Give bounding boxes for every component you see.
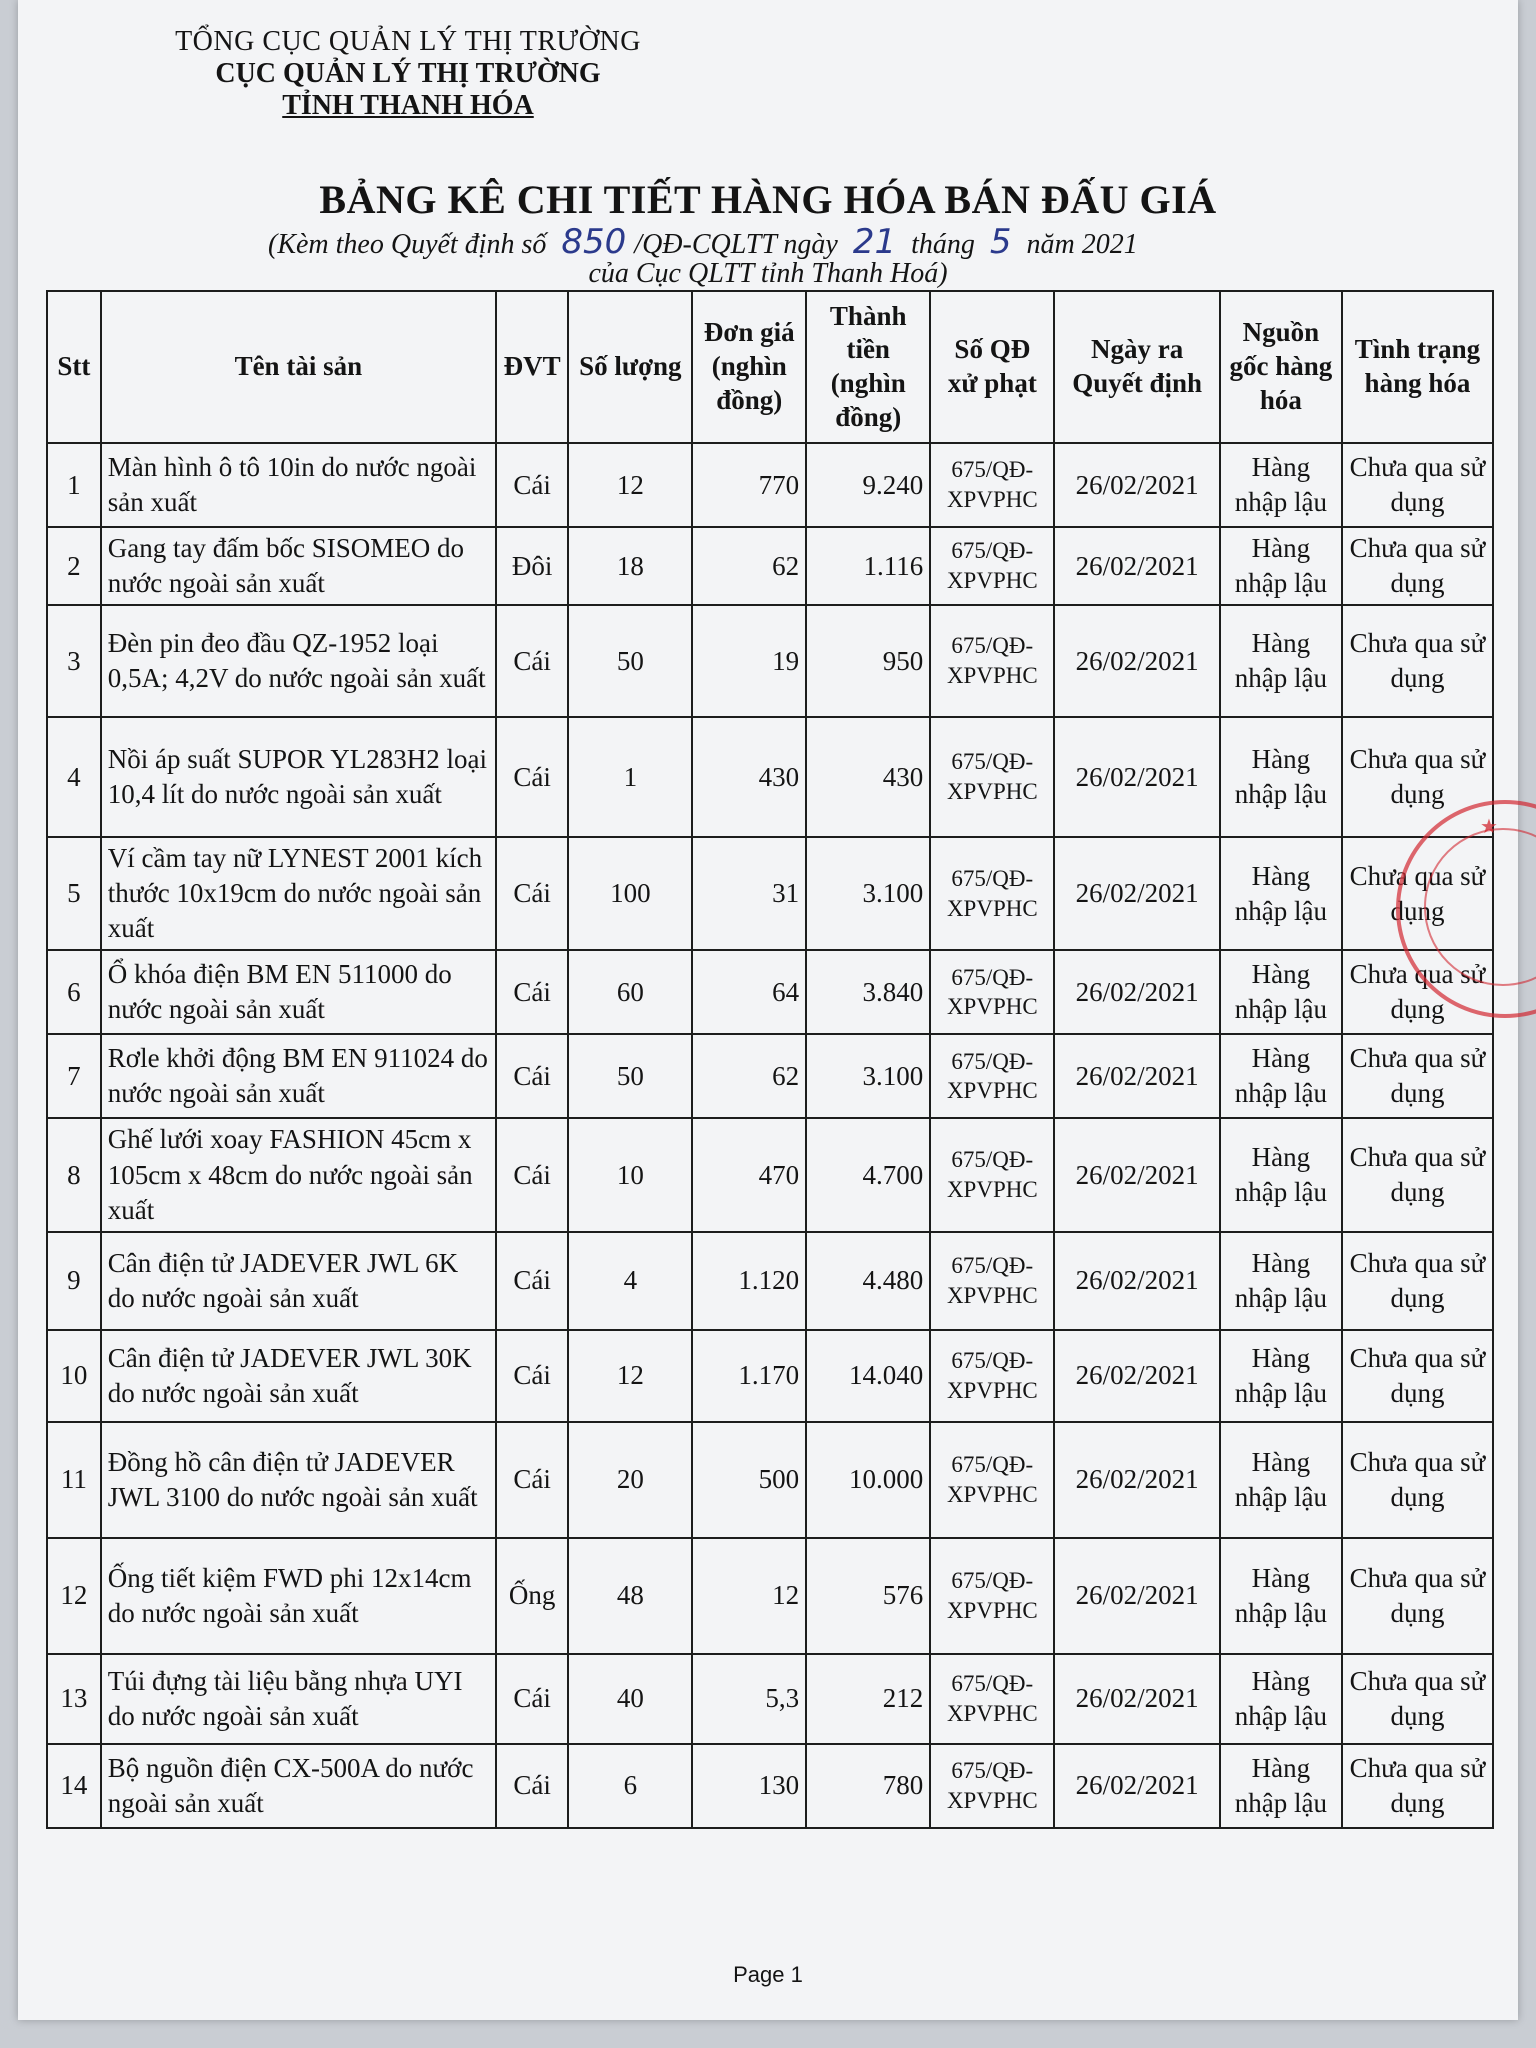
row-number-cell: 14 bbox=[47, 1744, 101, 1828]
quantity-cell: 50 bbox=[568, 1034, 692, 1118]
item-name-cell: Ống tiết kiệm FWD phi 12x14cm do nước ngoài sản xuất bbox=[101, 1538, 496, 1654]
goods-origin-cell: Hàng nhập lậu bbox=[1220, 1034, 1342, 1118]
unit-price-cell: 1.170 bbox=[692, 1330, 806, 1422]
total-amount-cell: 10.000 bbox=[806, 1422, 930, 1538]
total-amount-cell: 950 bbox=[806, 605, 930, 717]
goods-origin-cell: Hàng nhập lậu bbox=[1220, 717, 1342, 837]
table-row bbox=[47, 717, 1493, 837]
goods-status-cell: Chưa qua sử dụng bbox=[1342, 1422, 1493, 1538]
penalty-decision-number-cell: 675/QĐ-XPVPHC bbox=[930, 527, 1054, 605]
decision-date-cell: 26/02/2021 bbox=[1054, 1654, 1219, 1744]
agency-line-2: CỤC QUẢN LÝ THỊ TRƯỜNG bbox=[215, 58, 601, 89]
goods-origin-cell: Hàng nhập lậu bbox=[1220, 1744, 1342, 1828]
total-amount-cell: 212 bbox=[806, 1654, 930, 1744]
quantity-cell: 40 bbox=[568, 1654, 692, 1744]
goods-origin-cell: Hàng nhập lậu bbox=[1220, 1118, 1342, 1231]
item-name-cell: Bộ nguồn điện CX-500A do nước ngoài sản xuất bbox=[101, 1744, 496, 1828]
decision-date-cell: 26/02/2021 bbox=[1054, 605, 1219, 717]
handwritten-decision-number: 850 bbox=[561, 222, 627, 262]
item-name-cell: Rơle khởi động BM EN 911024 do nước ngoài sản xuất bbox=[101, 1034, 496, 1118]
goods-status-cell: Chưa qua sử dụng bbox=[1342, 950, 1493, 1034]
penalty-decision-number-cell: 675/QĐ-XPVPHC bbox=[930, 1654, 1054, 1744]
header-price: Đơn giá (nghìn đồng) bbox=[692, 291, 806, 443]
table-row bbox=[47, 1654, 1493, 1744]
unit-cell: Cái bbox=[496, 837, 568, 950]
quantity-cell: 60 bbox=[568, 950, 692, 1034]
total-amount-cell: 1.116 bbox=[806, 527, 930, 605]
row-number-cell: 5 bbox=[47, 837, 101, 950]
total-amount-cell: 14.040 bbox=[806, 1330, 930, 1422]
penalty-decision-number-cell: 675/QĐ-XPVPHC bbox=[930, 1422, 1054, 1538]
total-amount-cell: 4.480 bbox=[806, 1232, 930, 1330]
total-amount-cell: 780 bbox=[806, 1744, 930, 1828]
goods-status-cell: Chưa qua sử dụng bbox=[1342, 1034, 1493, 1118]
unit-price-cell: 500 bbox=[692, 1422, 806, 1538]
decision-date-cell: 26/02/2021 bbox=[1054, 717, 1219, 837]
total-amount-cell: 3.100 bbox=[806, 1034, 930, 1118]
table-row bbox=[47, 1034, 1493, 1118]
quantity-cell: 12 bbox=[568, 1330, 692, 1422]
header-stt: Stt bbox=[47, 291, 101, 443]
table-row bbox=[47, 1330, 1493, 1422]
goods-origin-cell: Hàng nhập lậu bbox=[1220, 1422, 1342, 1538]
table-row bbox=[47, 1538, 1493, 1654]
item-name-cell: Ví cầm tay nữ LYNEST 2001 kích thước 10x19cm do nước ngoài sản xuất bbox=[101, 837, 496, 950]
unit-cell: Cái bbox=[496, 1232, 568, 1330]
table-body bbox=[47, 443, 1493, 1828]
decision-date-cell: 26/02/2021 bbox=[1054, 527, 1219, 605]
table-row bbox=[47, 950, 1493, 1034]
table-row bbox=[47, 1232, 1493, 1330]
penalty-decision-number-cell: 675/QĐ-XPVPHC bbox=[930, 1118, 1054, 1231]
unit-cell: Cái bbox=[496, 443, 568, 527]
item-name-cell: Ổ khóa điện BM EN 511000 do nước ngoài sản xuất bbox=[101, 950, 496, 1034]
goods-origin-cell: Hàng nhập lậu bbox=[1220, 1330, 1342, 1422]
subtitle-mid-1: /QĐ-CQLTT ngày bbox=[634, 229, 838, 260]
quantity-cell: 1 bbox=[568, 717, 692, 837]
goods-origin-cell: Hàng nhập lậu bbox=[1220, 837, 1342, 950]
unit-price-cell: 62 bbox=[692, 1034, 806, 1118]
item-name-cell: Cân điện tử JADEVER JWL 30K do nước ngoài sản xuất bbox=[101, 1330, 496, 1422]
quantity-cell: 6 bbox=[568, 1744, 692, 1828]
decision-date-cell: 26/02/2021 bbox=[1054, 1538, 1219, 1654]
goods-origin-cell: Hàng nhập lậu bbox=[1220, 527, 1342, 605]
penalty-decision-number-cell: 675/QĐ-XPVPHC bbox=[930, 1538, 1054, 1654]
total-amount-cell: 3.840 bbox=[806, 950, 930, 1034]
row-number-cell: 2 bbox=[47, 527, 101, 605]
unit-price-cell: 5,3 bbox=[692, 1654, 806, 1744]
unit-cell: Cái bbox=[496, 1744, 568, 1828]
header-name: Tên tài sản bbox=[101, 291, 496, 443]
unit-cell: Cái bbox=[496, 950, 568, 1034]
unit-cell: Cái bbox=[496, 1654, 568, 1744]
row-number-cell: 11 bbox=[47, 1422, 101, 1538]
seal-star-icon: ★ bbox=[1480, 816, 1498, 838]
row-number-cell: 8 bbox=[47, 1118, 101, 1231]
penalty-decision-number-cell: 675/QĐ-XPVPHC bbox=[930, 605, 1054, 717]
total-amount-cell: 3.100 bbox=[806, 837, 930, 950]
table-row bbox=[47, 527, 1493, 605]
header-date: Ngày ra Quyết định bbox=[1054, 291, 1219, 443]
item-name-cell: Đèn pin đeo đầu QZ-1952 loại 0,5A; 4,2V do nước ngoài sản xuất bbox=[101, 605, 496, 717]
penalty-decision-number-cell: 675/QĐ-XPVPHC bbox=[930, 717, 1054, 837]
goods-status-cell: Chưa qua sử dụng bbox=[1342, 527, 1493, 605]
decision-date-cell: 26/02/2021 bbox=[1054, 443, 1219, 527]
item-name-cell: Cân điện tử JADEVER JWL 6K do nước ngoài sản xuất bbox=[101, 1232, 496, 1330]
table-header-row bbox=[47, 291, 1493, 443]
quantity-cell: 12 bbox=[568, 443, 692, 527]
total-amount-cell: 4.700 bbox=[806, 1118, 930, 1231]
goods-origin-cell: Hàng nhập lậu bbox=[1220, 443, 1342, 527]
quantity-cell: 18 bbox=[568, 527, 692, 605]
header-decision: Số QĐ xử phạt bbox=[930, 291, 1054, 443]
unit-price-cell: 62 bbox=[692, 527, 806, 605]
unit-price-cell: 430 bbox=[692, 717, 806, 837]
total-amount-cell: 576 bbox=[806, 1538, 930, 1654]
unit-price-cell: 19 bbox=[692, 605, 806, 717]
unit-cell: Ống bbox=[496, 1538, 568, 1654]
agency-line-3: TỈNH THANH HÓA bbox=[282, 90, 534, 121]
row-number-cell: 6 bbox=[47, 950, 101, 1034]
quantity-cell: 20 bbox=[568, 1422, 692, 1538]
quantity-cell: 50 bbox=[568, 605, 692, 717]
row-number-cell: 10 bbox=[47, 1330, 101, 1422]
document-title: BẢNG KÊ CHI TIẾT HÀNG HÓA BÁN ĐẤU GIÁ bbox=[319, 177, 1217, 222]
subtitle-mid-2: tháng bbox=[911, 229, 975, 260]
decision-date-cell: 26/02/2021 bbox=[1054, 1422, 1219, 1538]
goods-origin-cell: Hàng nhập lậu bbox=[1220, 1232, 1342, 1330]
subtitle-suffix: năm 2021 bbox=[1026, 229, 1138, 260]
table-row bbox=[47, 1744, 1493, 1828]
goods-origin-cell: Hàng nhập lậu bbox=[1220, 950, 1342, 1034]
header-unit: ĐVT bbox=[496, 291, 568, 443]
goods-status-cell: Chưa qua sử dụng bbox=[1342, 1744, 1493, 1828]
row-number-cell: 3 bbox=[47, 605, 101, 717]
decision-date-cell: 26/02/2021 bbox=[1054, 1118, 1219, 1231]
table-row bbox=[47, 605, 1493, 717]
decision-reference bbox=[268, 222, 1138, 262]
goods-status-cell: Chưa qua sử dụng bbox=[1342, 443, 1493, 527]
unit-cell: Cái bbox=[496, 1330, 568, 1422]
item-name-cell: Nồi áp suất SUPOR YL283H2 loại 10,4 lít do nước ngoài sản xuất bbox=[101, 717, 496, 837]
total-amount-cell: 430 bbox=[806, 717, 930, 837]
penalty-decision-number-cell: 675/QĐ-XPVPHC bbox=[930, 837, 1054, 950]
goods-origin-cell: Hàng nhập lậu bbox=[1220, 1654, 1342, 1744]
unit-cell: Cái bbox=[496, 1118, 568, 1231]
decision-date-cell: 26/02/2021 bbox=[1054, 1034, 1219, 1118]
row-number-cell: 12 bbox=[47, 1538, 101, 1654]
decision-date-cell: 26/02/2021 bbox=[1054, 1330, 1219, 1422]
row-number-cell: 4 bbox=[47, 717, 101, 837]
decision-date-cell: 26/02/2021 bbox=[1054, 1232, 1219, 1330]
table-row bbox=[47, 1118, 1493, 1231]
header-total: Thành tiền (nghìn đồng) bbox=[806, 291, 930, 443]
unit-price-cell: 770 bbox=[692, 443, 806, 527]
unit-cell: Cái bbox=[496, 1034, 568, 1118]
unit-price-cell: 1.120 bbox=[692, 1232, 806, 1330]
unit-cell: Cái bbox=[496, 1422, 568, 1538]
decision-issuer: của Cục QLTT tỉnh Thanh Hoá) bbox=[588, 258, 948, 289]
penalty-decision-number-cell: 675/QĐ-XPVPHC bbox=[930, 1232, 1054, 1330]
quantity-cell: 48 bbox=[568, 1538, 692, 1654]
handwritten-day: 21 bbox=[852, 222, 897, 262]
unit-price-cell: 64 bbox=[692, 950, 806, 1034]
table-row bbox=[47, 443, 1493, 527]
table-row bbox=[47, 837, 1493, 950]
penalty-decision-number-cell: 675/QĐ-XPVPHC bbox=[930, 443, 1054, 527]
goods-status-cell: Chưa qua sử dụng bbox=[1342, 1118, 1493, 1231]
table-row bbox=[47, 1422, 1493, 1538]
agency-line-1: TỔNG CỤC QUẢN LÝ THỊ TRƯỜNG bbox=[175, 26, 641, 57]
goods-table bbox=[46, 290, 1494, 1829]
goods-origin-cell: Hàng nhập lậu bbox=[1220, 605, 1342, 717]
decision-date-cell: 26/02/2021 bbox=[1054, 950, 1219, 1034]
goods-status-cell: Chưa qua sử dụng bbox=[1342, 1330, 1493, 1422]
item-name-cell: Ghế lưới xoay FASHION 45cm x 105cm x 48cm do nước ngoài sản xuất bbox=[101, 1118, 496, 1231]
goods-status-cell: Chưa qua sử dụng bbox=[1342, 605, 1493, 717]
penalty-decision-number-cell: 675/QĐ-XPVPHC bbox=[930, 1034, 1054, 1118]
unit-price-cell: 130 bbox=[692, 1744, 806, 1828]
header-origin: Nguồn gốc hàng hóa bbox=[1220, 291, 1342, 443]
goods-origin-cell: Hàng nhập lậu bbox=[1220, 1538, 1342, 1654]
quantity-cell: 100 bbox=[568, 837, 692, 950]
row-number-cell: 13 bbox=[47, 1654, 101, 1744]
goods-status-cell: Chưa qua sử dụng bbox=[1342, 837, 1493, 950]
header-status: Tình trạng hàng hóa bbox=[1342, 291, 1493, 443]
goods-status-cell: Chưa qua sử dụng bbox=[1342, 1538, 1493, 1654]
goods-status-cell: Chưa qua sử dụng bbox=[1342, 1654, 1493, 1744]
unit-cell: Đôi bbox=[496, 527, 568, 605]
penalty-decision-number-cell: 675/QĐ-XPVPHC bbox=[930, 950, 1054, 1034]
issuing-agency-block bbox=[158, 26, 658, 122]
total-amount-cell: 9.240 bbox=[806, 443, 930, 527]
unit-price-cell: 470 bbox=[692, 1118, 806, 1231]
decision-date-cell: 26/02/2021 bbox=[1054, 1744, 1219, 1828]
item-name-cell: Gang tay đấm bốc SISOMEO do nước ngoài sản xuất bbox=[101, 527, 496, 605]
penalty-decision-number-cell: 675/QĐ-XPVPHC bbox=[930, 1330, 1054, 1422]
unit-cell: Cái bbox=[496, 717, 568, 837]
unit-price-cell: 31 bbox=[692, 837, 806, 950]
penalty-decision-number-cell: 675/QĐ-XPVPHC bbox=[930, 1744, 1054, 1828]
handwritten-month: 5 bbox=[989, 222, 1012, 262]
unit-cell: Cái bbox=[496, 605, 568, 717]
header-qty: Số lượng bbox=[568, 291, 692, 443]
page-number: Page 1 bbox=[733, 1962, 803, 1987]
unit-price-cell: 12 bbox=[692, 1538, 806, 1654]
item-name-cell: Màn hình ô tô 10in do nước ngoài sản xuất bbox=[101, 443, 496, 527]
row-number-cell: 7 bbox=[47, 1034, 101, 1118]
goods-status-cell: Chưa qua sử dụng bbox=[1342, 1232, 1493, 1330]
goods-status-cell: Chưa qua sử dụng bbox=[1342, 717, 1493, 837]
decision-date-cell: 26/02/2021 bbox=[1054, 837, 1219, 950]
subtitle-prefix: (Kèm theo Quyết định số bbox=[268, 229, 547, 260]
quantity-cell: 4 bbox=[568, 1232, 692, 1330]
row-number-cell: 1 bbox=[47, 443, 101, 527]
document-page bbox=[18, 0, 1518, 2020]
row-number-cell: 9 bbox=[47, 1232, 101, 1330]
quantity-cell: 10 bbox=[568, 1118, 692, 1231]
item-name-cell: Túi đựng tài liệu bằng nhựa UYI do nước ngoài sản xuất bbox=[101, 1654, 496, 1744]
item-name-cell: Đồng hồ cân điện tử JADEVER JWL 3100 do nước ngoài sản xuất bbox=[101, 1422, 496, 1538]
